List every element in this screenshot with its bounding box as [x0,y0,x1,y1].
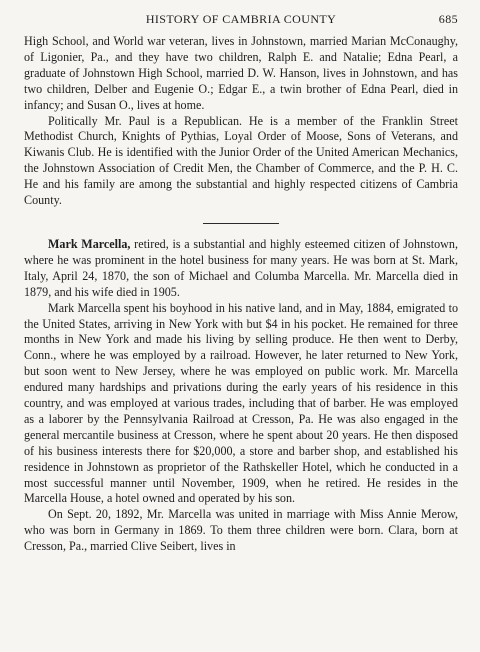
running-header [24,12,458,34]
biography-intro-text: retired, is a substantial and highly esteemed citizen of Johnstown, where he was prominent in the hotel business for many years. He was born at St. Mark, Italy, April 24, 1870, the son of Michael and Columba Marcella. Mr. Marcella died in 1879, and his wife died in 1905. [24,236,458,299]
page-number: 685 [438,12,458,26]
biography-paragraph: Mark Marcella spent his boyhood in his native land, and in May, 1884, emigrated to the United States, arriving in New York with but $4 in his pocket. He remained for three months in New York and made his living by selling produce. He then went to Derby, Conn., where he was employed by a railroad. However, he later returned to New York, but soon went to New Jersey, where he was employed on public work. Mr. Marcella endured many hardships and privations during the early years of his residence in this country, and was employed at various trades, including that of barber. He was employed as a laborer by the Pennsylvania Railroad at Cresson, Pa. He was also engaged in the general mercantile business at Cresson, where he spent about 20 years. He then disposed of his business interests there for $20,000, a store and barber shop, and established his residence in Johnstown as proprietor of the Rathskeller Hotel, which he conducted in a most successful manner until November, 1909, when he retired. He resides in the Marcella House, a hotel owned and operated by his son. [24,300,458,506]
running-title: HISTORY OF CAMBRIA COUNTY [145,12,337,26]
politics-paragraph: Politically Mr. Paul is a Republican. He is a member of the Franklin Street Methodist Church, Knights of Pythias, Loyal Order of Moose, Sons of Veterans, and Kiwanis Club. He is identified with the Junior Order of the United American Mechanics, the Johnstown Association of Credit Men, the Chamber of Commerce, and the P. H. C. He and his family are among the substantial and highly respected citizens of Cambria County. [24,113,458,208]
biography-intro-paragraph [24,237,458,301]
biography-paragraph: On Sept. 20, 1892, Mr. Marcella was united in marriage with Miss Annie Merow, who was born in Germany in 1869. To them three children were born. Clara, born at Cresson, Pa., married Clive Seibert, lives in [24,507,458,554]
section-divider [203,223,279,224]
continued-paragraph: High School, and World war veteran, lives in Johnstown, married Marian McConaughy, of Ligonier, Pa., and they have two children, Ralph E. and Natalie; Edna Pearl, a graduate of Johnstown High School, married D. W. Hanson, lives in Johnstown, and has two children, Delber and Eugenie O.; Edgar E., a twin brother of Edna Pearl, died in infancy; and Susan O., lives at home. [24,34,458,112]
biography-subject-name: Mark Marcella, [48,236,131,251]
